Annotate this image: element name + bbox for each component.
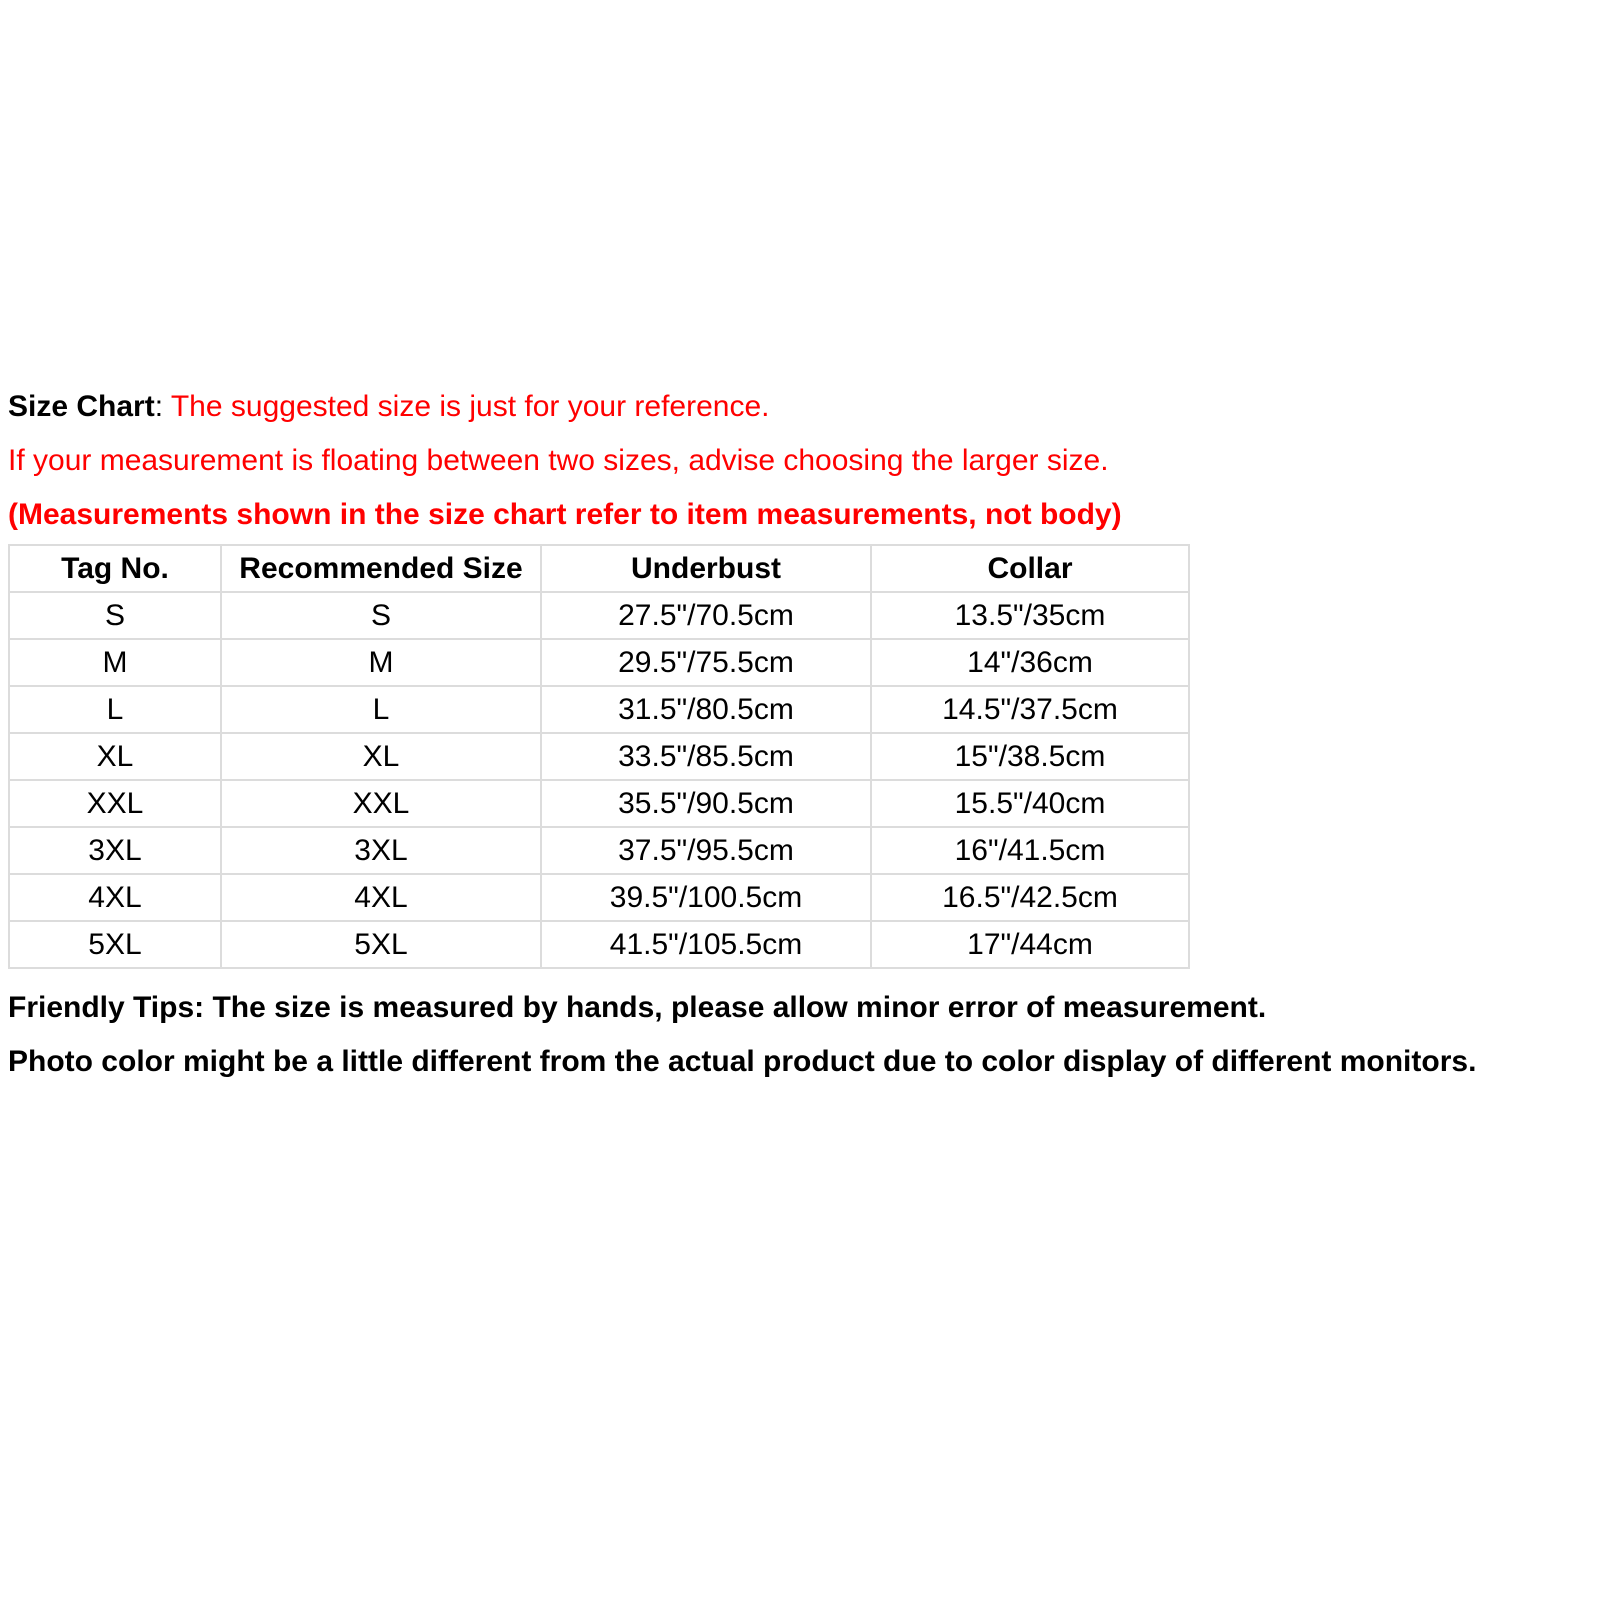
cell-recommended-size: 4XL bbox=[221, 874, 541, 921]
cell-recommended-size: 5XL bbox=[221, 921, 541, 968]
table-row bbox=[9, 686, 1189, 733]
size-chart-document bbox=[8, 380, 1600, 1089]
table-row bbox=[9, 827, 1189, 874]
cell-tag-no: 4XL bbox=[9, 874, 221, 921]
cell-tag-no: XL bbox=[9, 733, 221, 780]
table-row bbox=[9, 780, 1189, 827]
cell-tag-no: M bbox=[9, 639, 221, 686]
column-header-underbust: Underbust bbox=[541, 545, 871, 592]
cell-underbust: 33.5"/85.5cm bbox=[541, 733, 871, 780]
cell-collar: 14"/36cm bbox=[871, 639, 1189, 686]
cell-recommended-size: XL bbox=[221, 733, 541, 780]
measurement-note: (Measurements shown in the size chart refer to item measurements, not body) bbox=[8, 498, 1122, 531]
cell-underbust: 39.5"/100.5cm bbox=[541, 874, 871, 921]
tip-color-difference: Photo color might be a little different from the actual product due to color display of different monitors. bbox=[8, 1045, 1477, 1078]
cell-tag-no: S bbox=[9, 592, 221, 639]
size-chart-title: Size Chart bbox=[8, 390, 155, 423]
size-table bbox=[8, 544, 1190, 969]
cell-underbust: 35.5"/90.5cm bbox=[541, 780, 871, 827]
tip-measurement-error: Friendly Tips: The size is measured by hands, please allow minor error of measurement. bbox=[8, 991, 1267, 1024]
column-header-recommended-size: Recommended Size bbox=[221, 545, 541, 592]
cell-collar: 15.5"/40cm bbox=[871, 780, 1189, 827]
reference-note: The suggested size is just for your reference. bbox=[170, 390, 770, 423]
cell-underbust: 41.5"/105.5cm bbox=[541, 921, 871, 968]
table-row bbox=[9, 639, 1189, 686]
table-header-row bbox=[9, 545, 1189, 592]
cell-collar: 16"/41.5cm bbox=[871, 827, 1189, 874]
table-row bbox=[9, 874, 1189, 921]
cell-recommended-size: L bbox=[221, 686, 541, 733]
cell-collar: 16.5"/42.5cm bbox=[871, 874, 1189, 921]
column-header-collar: Collar bbox=[871, 545, 1189, 592]
cell-tag-no: L bbox=[9, 686, 221, 733]
cell-recommended-size: S bbox=[221, 592, 541, 639]
table-row bbox=[9, 592, 1189, 639]
cell-recommended-size: 3XL bbox=[221, 827, 541, 874]
cell-collar: 14.5"/37.5cm bbox=[871, 686, 1189, 733]
cell-underbust: 37.5"/95.5cm bbox=[541, 827, 871, 874]
cell-recommended-size: XXL bbox=[221, 780, 541, 827]
cell-recommended-size: M bbox=[221, 639, 541, 686]
cell-collar: 17"/44cm bbox=[871, 921, 1189, 968]
cell-underbust: 27.5"/70.5cm bbox=[541, 592, 871, 639]
table-row bbox=[9, 733, 1189, 780]
friendly-tips bbox=[8, 981, 1600, 1089]
table-row bbox=[9, 921, 1189, 968]
size-chart-heading bbox=[8, 380, 1600, 434]
sizing-advice: If your measurement is floating between two sizes, advise choosing the larger size. bbox=[8, 444, 1109, 477]
title-separator: : bbox=[154, 390, 171, 423]
cell-underbust: 29.5"/75.5cm bbox=[541, 639, 871, 686]
cell-tag-no: XXL bbox=[9, 780, 221, 827]
cell-collar: 13.5"/35cm bbox=[871, 592, 1189, 639]
column-header-tag-no: Tag No. bbox=[9, 545, 221, 592]
cell-collar: 15"/38.5cm bbox=[871, 733, 1189, 780]
cell-underbust: 31.5"/80.5cm bbox=[541, 686, 871, 733]
cell-tag-no: 3XL bbox=[9, 827, 221, 874]
cell-tag-no: 5XL bbox=[9, 921, 221, 968]
